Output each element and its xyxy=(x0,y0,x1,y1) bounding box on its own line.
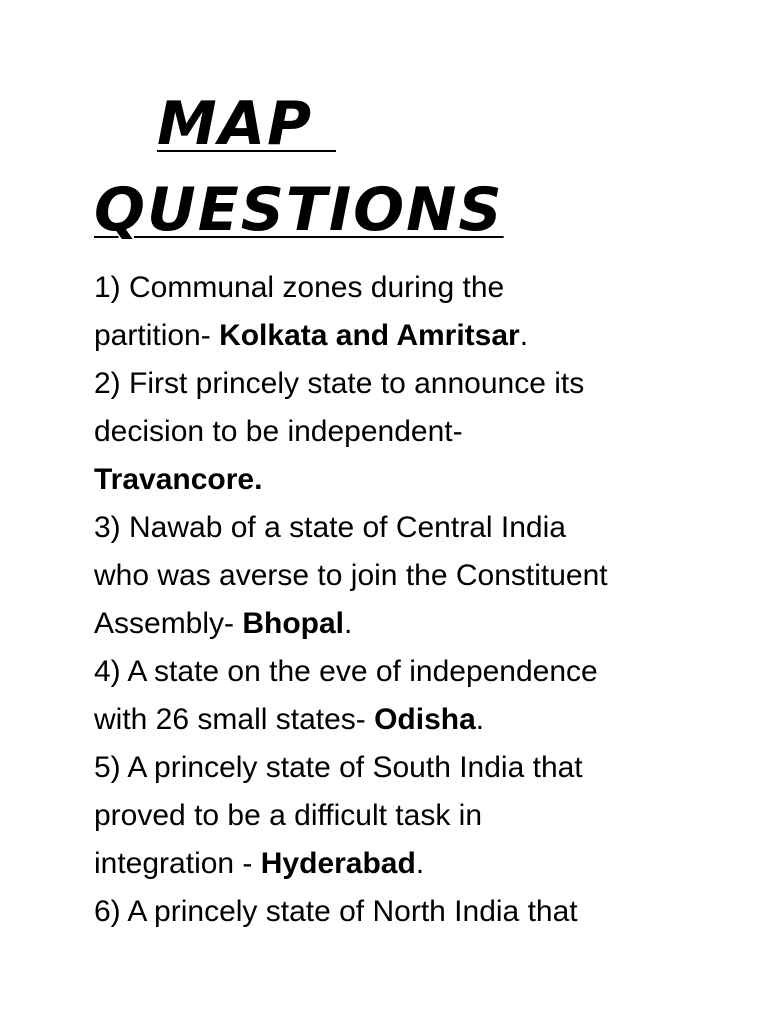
line-text: integration - xyxy=(94,847,261,880)
line-text: 2) First princely state to announce its xyxy=(94,367,585,400)
line-text: 6) A princely state of North India that xyxy=(94,895,578,928)
page-title-line-1: MAP xyxy=(157,89,337,159)
line-text: decision to be independent- xyxy=(94,415,463,448)
text-line xyxy=(94,744,694,792)
text-line xyxy=(94,888,694,936)
line-text: who was averse to join the Constituent xyxy=(94,559,608,592)
line-text: 3) Nawab of a state of Central India xyxy=(94,511,566,544)
text-line xyxy=(94,552,694,600)
answer-text: Odisha xyxy=(374,703,476,736)
text-line xyxy=(94,696,694,744)
line-text: with 26 small states- xyxy=(94,703,375,736)
page-title-line-2: QUESTIONS xyxy=(94,175,504,245)
questions-list xyxy=(94,264,694,936)
text-line xyxy=(94,840,694,888)
text-line xyxy=(94,600,694,648)
line-suffix: . xyxy=(415,847,425,880)
line-suffix: . xyxy=(519,319,529,352)
text-line xyxy=(94,792,694,840)
line-text: partition- xyxy=(94,319,220,352)
answer-text: Hyderabad xyxy=(260,847,416,880)
text-line xyxy=(94,312,694,360)
text-line xyxy=(94,648,694,696)
answer-text: Kolkata and Amritsar xyxy=(219,319,520,352)
text-line xyxy=(94,360,694,408)
text-line xyxy=(94,504,694,552)
line-text: 5) A princely state of South India that xyxy=(94,751,583,784)
line-text: proved to be a difficult task in xyxy=(94,799,483,832)
line-text: 1) Communal zones during the xyxy=(94,271,505,304)
answer-text: Bhopal xyxy=(242,607,345,640)
text-line xyxy=(94,408,694,456)
text-line xyxy=(94,264,694,312)
line-suffix: . xyxy=(344,607,353,640)
line-text: 4) A state on the eve of independence xyxy=(94,655,598,688)
text-line xyxy=(94,456,694,504)
line-text: Assembly- xyxy=(94,607,243,640)
answer-text: Travancore. xyxy=(94,463,263,496)
line-suffix: . xyxy=(475,703,485,736)
